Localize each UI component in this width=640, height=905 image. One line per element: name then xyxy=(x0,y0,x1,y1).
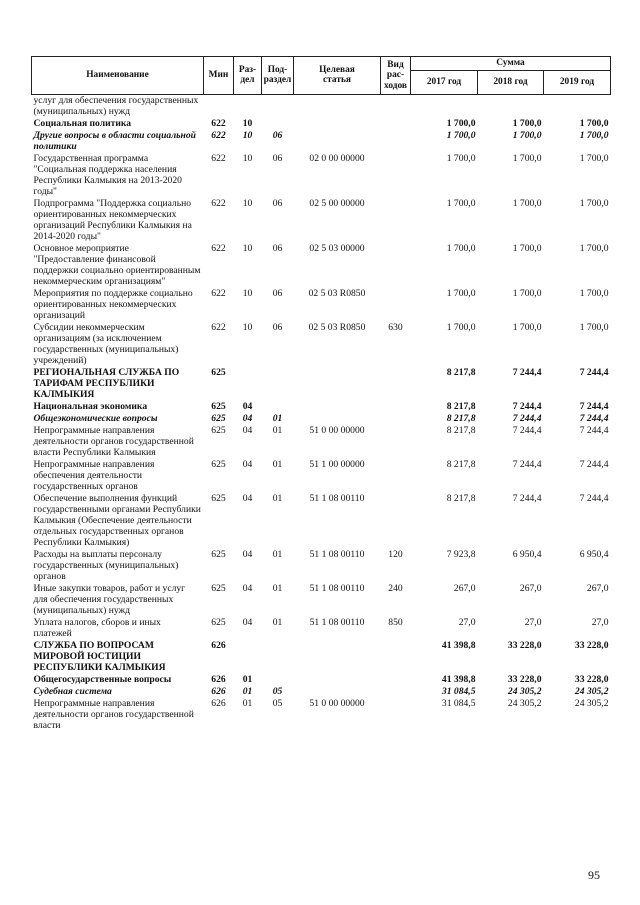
row-sum-2017-cell: 1 700,0 xyxy=(446,152,476,164)
row-sum-2017-cell: 1 700,0 xyxy=(446,321,476,333)
row-sum-2019-cell: 7 244,4 xyxy=(579,424,609,436)
row-celevaya-statya-cell: 51 1 08 00110 xyxy=(309,582,365,594)
row-podrazdel-cell: 06 xyxy=(272,287,283,299)
row-name-cell: Социальная политика xyxy=(33,117,132,129)
row-vid-rashodov-cell xyxy=(381,459,411,493)
row-min-cell: 622 xyxy=(211,129,226,141)
row-sum-2019-cell: 7 244,4 xyxy=(579,412,609,424)
row-celevaya-statya-cell: 02 5 03 R0850 xyxy=(308,287,366,299)
row-razdel-cell: 10 xyxy=(242,129,253,141)
row-sum-2018-cell: 7 244,4 xyxy=(512,424,542,436)
row-min-cell: 625 xyxy=(211,366,226,378)
row-razdel-cell: 01 xyxy=(242,685,253,697)
row-sum-2017-cell: 8 217,8 xyxy=(446,400,476,412)
row-celevaya-statya-cell: 02 5 00 00000 xyxy=(309,197,365,209)
header-razdel: Раз- дел xyxy=(234,57,262,95)
row-podrazdel-cell: 06 xyxy=(272,152,283,164)
row-razdel-cell: 10 xyxy=(242,117,253,129)
row-podrazdel-cell: 01 xyxy=(272,492,283,504)
row-sum-2019-cell: 7 244,4 xyxy=(579,458,609,470)
row-min-cell: 622 xyxy=(211,287,226,299)
row-celevaya-statya-cell: 02 5 03 00000 xyxy=(309,242,365,254)
table-row xyxy=(32,459,611,493)
row-sum-2017-cell: 8 217,8 xyxy=(446,458,476,470)
row-sum-2018-cell: 7 244,4 xyxy=(512,400,542,412)
row-name-cell: Основное мероприятие "Предоставление финансовой поддержки социально ориентированным некоммерческим организациям" xyxy=(33,242,201,287)
row-sum-2017-cell: 27,0 xyxy=(458,616,476,628)
row-name-cell: Национальная экономика xyxy=(33,400,148,412)
row-razdel-cell: 04 xyxy=(242,492,253,504)
row-sum-2018-cell: 1 700,0 xyxy=(512,287,542,299)
row-sum-2017-cell: 31 084,5 xyxy=(441,685,476,697)
row-sum-2019-cell: 7 244,4 xyxy=(579,400,609,412)
row-razdel-cell: 10 xyxy=(242,321,253,333)
row-min-cell: 625 xyxy=(211,548,226,560)
row-razdel-cell xyxy=(234,94,262,118)
row-sum-2017-cell: 1 700,0 xyxy=(446,197,476,209)
row-min-cell: 625 xyxy=(211,424,226,436)
row-sum-2018-cell: 1 700,0 xyxy=(512,129,542,141)
row-celevaya-statya-cell xyxy=(294,640,381,674)
row-vid-rashodov-cell xyxy=(381,288,411,322)
row-sum-2018-cell: 7 244,4 xyxy=(512,366,542,378)
row-celevaya-statya-cell xyxy=(294,674,381,686)
row-sum-2019-cell: 1 700,0 xyxy=(579,321,609,333)
header-celevaya-statya: Целевая статья xyxy=(294,57,381,95)
table-row xyxy=(32,698,611,732)
row-name-cell: Другие вопросы в области социальной политики xyxy=(33,129,196,152)
row-name-cell: Мероприятия по поддержке социально ориентированных некоммерческих организаций xyxy=(33,287,193,321)
row-celevaya-statya-cell: 51 0 00 00000 xyxy=(309,424,365,436)
row-podrazdel-cell: 01 xyxy=(272,458,283,470)
row-vid-rashodov-cell xyxy=(381,367,411,401)
row-podrazdel-cell: 05 xyxy=(272,697,283,709)
row-podrazdel-cell: 01 xyxy=(272,548,283,560)
row-celevaya-statya-cell xyxy=(294,94,381,118)
row-sum-2017-cell: 41 398,8 xyxy=(441,639,476,651)
row-sum-2017-cell: 1 700,0 xyxy=(446,287,476,299)
row-celevaya-statya-cell xyxy=(294,686,381,698)
row-sum-2017-cell: 31 084,5 xyxy=(441,697,476,709)
row-name-cell: Непрограммные направления деятельности органов государственной власти xyxy=(33,697,194,731)
row-name-cell: Непрограммные направления обеспечения деятельности государственных органов xyxy=(33,458,155,492)
row-sum-2019-cell: 1 700,0 xyxy=(579,152,609,164)
row-vid-rashodov-cell xyxy=(381,425,411,459)
row-sum-2019-cell: 1 700,0 xyxy=(579,117,609,129)
row-podrazdel-cell: 06 xyxy=(272,321,283,333)
row-sum-2019-cell: 267,0 xyxy=(586,582,609,594)
row-min-cell: 622 xyxy=(211,197,226,209)
row-min-cell: 622 xyxy=(211,321,226,333)
row-podrazdel-cell: 06 xyxy=(272,242,283,254)
row-name-cell: Государственная программа "Социальная поддержка населения Республики Калмыкия на 2013-2020 годы" xyxy=(33,152,182,197)
table-row xyxy=(32,686,611,698)
row-sum-2017-cell: 7 923,8 xyxy=(446,548,476,560)
row-razdel-cell: 04 xyxy=(242,412,253,424)
row-vid-rashodov-cell xyxy=(381,118,411,130)
row-vid-rashodov-cell xyxy=(381,686,411,698)
row-vid-rashodov-cell xyxy=(381,493,411,549)
row-celevaya-statya-cell xyxy=(294,130,381,153)
table-row xyxy=(32,425,611,459)
row-name-cell: РЕГИОНАЛЬНАЯ СЛУЖБА ПО ТАРИФАМ РЕСПУБЛИКИ КАЛМЫКИЯ xyxy=(33,366,180,400)
row-celevaya-statya-cell: 02 5 03 R0850 xyxy=(308,321,366,333)
row-vid-rashodov-cell: 850 xyxy=(388,616,403,628)
row-min-cell: 625 xyxy=(211,412,226,424)
budget-table xyxy=(31,56,611,732)
row-razdel-cell: 10 xyxy=(242,152,253,164)
row-sum-2019-cell: 1 700,0 xyxy=(579,197,609,209)
table-row xyxy=(32,413,611,425)
row-name-cell: Непрограммные направления деятельности органов государственной власти Республики Калмыкия xyxy=(33,424,194,458)
row-celevaya-statya-cell: 51 1 08 00110 xyxy=(309,548,365,560)
row-sum-2018-cell xyxy=(478,94,544,118)
row-podrazdel-cell: 01 xyxy=(272,616,283,628)
row-celevaya-statya-cell: 51 1 08 00110 xyxy=(309,492,365,504)
table-row xyxy=(32,118,611,130)
row-name-cell: Уплата налогов, сборов и иных платежей xyxy=(33,616,161,639)
row-celevaya-statya-cell: 02 0 00 00000 xyxy=(309,152,365,164)
table-row xyxy=(32,243,611,288)
row-vid-rashodov-cell xyxy=(381,640,411,674)
table-header xyxy=(32,57,611,95)
row-sum-2019-cell: 1 700,0 xyxy=(579,129,609,141)
row-podrazdel-cell xyxy=(262,118,294,130)
row-celevaya-statya-cell xyxy=(294,367,381,401)
row-sum-2018-cell: 24 305,2 xyxy=(507,697,542,709)
row-sum-2019-cell: 24 305,2 xyxy=(574,685,609,697)
row-podrazdel-cell: 01 xyxy=(272,424,283,436)
row-sum-2019-cell: 7 244,4 xyxy=(579,366,609,378)
row-vid-rashodov-cell xyxy=(381,401,411,413)
row-razdel-cell: 04 xyxy=(242,616,253,628)
row-sum-2018-cell: 267,0 xyxy=(519,582,542,594)
row-sum-2017-cell: 1 700,0 xyxy=(446,117,476,129)
row-podrazdel-cell xyxy=(262,367,294,401)
row-sum-2018-cell: 7 244,4 xyxy=(512,412,542,424)
row-podrazdel-cell: 01 xyxy=(272,582,283,594)
row-sum-2018-cell: 1 700,0 xyxy=(512,117,542,129)
row-vid-rashodov-cell xyxy=(381,198,411,243)
row-min-cell: 626 xyxy=(211,685,226,697)
header-year-2019: 2019 год xyxy=(544,70,611,94)
row-name-cell: услуг для обеспечения государственных (муниципальных) нужд xyxy=(33,94,199,117)
row-min-cell: 626 xyxy=(211,673,226,685)
row-name-cell: СЛУЖБА ПО ВОПРОСАМ МИРОВОЙ ЮСТИЦИИ РЕСПУБЛИКИ КАЛМЫКИЯ xyxy=(33,639,166,673)
row-razdel-cell: 10 xyxy=(242,242,253,254)
table-row xyxy=(32,198,611,243)
row-sum-2019-cell: 1 700,0 xyxy=(579,287,609,299)
table-row xyxy=(32,493,611,549)
row-razdel-cell: 04 xyxy=(242,424,253,436)
row-celevaya-statya-cell xyxy=(294,413,381,425)
header-podrazdel: Под- раздел xyxy=(262,57,294,95)
row-sum-2017-cell: 8 217,8 xyxy=(446,424,476,436)
row-name-cell: Расходы на выплаты персоналу государственных (муниципальных) органов xyxy=(33,548,179,582)
row-name-cell: Общеэкономические вопросы xyxy=(33,412,158,424)
table-row xyxy=(32,94,611,118)
row-sum-2017-cell: 267,0 xyxy=(453,582,476,594)
table-row xyxy=(32,583,611,617)
row-vid-rashodov-cell xyxy=(381,243,411,288)
row-sum-2019-cell: 33 228,0 xyxy=(574,673,609,685)
row-sum-2019-cell xyxy=(544,94,611,118)
row-sum-2017-cell: 1 700,0 xyxy=(446,242,476,254)
table-row xyxy=(32,288,611,322)
table-row xyxy=(32,549,611,583)
row-podrazdel-cell xyxy=(262,401,294,413)
row-podrazdel-cell: 06 xyxy=(272,129,283,141)
row-vid-rashodov-cell xyxy=(381,94,411,118)
row-podrazdel-cell xyxy=(262,94,294,118)
row-razdel-cell xyxy=(234,367,262,401)
row-vid-rashodov-cell xyxy=(381,698,411,732)
row-sum-2018-cell: 24 305,2 xyxy=(507,685,542,697)
row-min-cell: 625 xyxy=(211,582,226,594)
header-year-2017: 2017 год xyxy=(411,70,478,94)
row-min-cell: 625 xyxy=(211,616,226,628)
table-row xyxy=(32,401,611,413)
row-sum-2018-cell: 6 950,4 xyxy=(512,548,542,560)
row-sum-2019-cell: 1 700,0 xyxy=(579,242,609,254)
row-celevaya-statya-cell xyxy=(294,401,381,413)
row-sum-2018-cell: 33 228,0 xyxy=(507,673,542,685)
row-sum-2018-cell: 1 700,0 xyxy=(512,152,542,164)
table-row xyxy=(32,130,611,153)
row-sum-2017-cell: 8 217,8 xyxy=(446,492,476,504)
row-min-cell: 626 xyxy=(211,697,226,709)
row-sum-2018-cell: 27,0 xyxy=(524,616,542,628)
row-vid-rashodov-cell xyxy=(381,674,411,686)
row-celevaya-statya-cell: 51 1 08 00110 xyxy=(309,616,365,628)
page-number: 95 xyxy=(588,868,600,882)
table-row xyxy=(32,617,611,640)
row-sum-2019-cell: 24 305,2 xyxy=(574,697,609,709)
row-razdel-cell: 01 xyxy=(242,673,253,685)
row-name-cell: Иные закупки товаров, работ и услуг для обеспечения государственных (муниципальных) нужд xyxy=(33,582,186,616)
row-name-cell: Субсидии некоммерческим организациям (за исключением государственных (муниципальных) учреждений) xyxy=(33,321,179,366)
row-sum-2018-cell: 7 244,4 xyxy=(512,492,542,504)
table-row xyxy=(32,322,611,367)
table-row xyxy=(32,674,611,686)
row-razdel-cell xyxy=(234,640,262,674)
row-sum-2017-cell: 8 217,8 xyxy=(446,366,476,378)
row-sum-2018-cell: 33 228,0 xyxy=(507,639,542,651)
row-razdel-cell: 10 xyxy=(242,197,253,209)
row-name-cell: Подпрограмма "Поддержка социально ориентированных некоммерческих организаций Республики Калмыкия на 2014-2020 годы" xyxy=(33,197,192,242)
row-min-cell: 622 xyxy=(211,117,226,129)
row-min-cell: 625 xyxy=(211,400,226,412)
table-row xyxy=(32,367,611,401)
row-sum-2019-cell: 6 950,4 xyxy=(579,548,609,560)
row-min-cell xyxy=(204,94,234,118)
table-row xyxy=(32,153,611,198)
row-min-cell: 626 xyxy=(211,639,226,651)
table-row xyxy=(32,640,611,674)
row-sum-2018-cell: 1 700,0 xyxy=(512,197,542,209)
row-celevaya-statya-cell: 51 0 00 00000 xyxy=(309,697,365,709)
row-sum-2017-cell: 1 700,0 xyxy=(446,129,476,141)
header-summa: Сумма xyxy=(411,57,611,71)
row-min-cell: 622 xyxy=(211,152,226,164)
row-podrazdel-cell: 05 xyxy=(272,685,283,697)
row-vid-rashodov-cell: 630 xyxy=(388,321,403,333)
row-podrazdel-cell: 06 xyxy=(272,197,283,209)
row-name-cell: Общегосударственные вопросы xyxy=(33,673,172,685)
row-min-cell: 622 xyxy=(211,242,226,254)
row-celevaya-statya-cell xyxy=(294,118,381,130)
row-min-cell: 625 xyxy=(211,492,226,504)
row-razdel-cell: 04 xyxy=(242,458,253,470)
row-min-cell: 625 xyxy=(211,458,226,470)
row-razdel-cell: 04 xyxy=(242,400,253,412)
row-razdel-cell: 04 xyxy=(242,548,253,560)
row-sum-2019-cell: 7 244,4 xyxy=(579,492,609,504)
row-name-cell: Судебная система xyxy=(33,685,112,697)
header-vid-rashodov: Вид рас- ходов xyxy=(381,57,411,95)
row-podrazdel-cell: 01 xyxy=(272,412,283,424)
row-vid-rashodov-cell xyxy=(381,153,411,198)
row-sum-2019-cell: 27,0 xyxy=(591,616,609,628)
row-vid-rashodov-cell: 240 xyxy=(388,582,403,594)
row-sum-2018-cell: 7 244,4 xyxy=(512,458,542,470)
header-name: Наименование xyxy=(32,57,204,95)
row-sum-2017-cell: 8 217,8 xyxy=(446,412,476,424)
row-razdel-cell: 10 xyxy=(242,287,253,299)
row-vid-rashodov-cell xyxy=(381,413,411,425)
row-vid-rashodov-cell xyxy=(381,130,411,153)
header-year-2018: 2018 год xyxy=(478,70,544,94)
row-sum-2017-cell: 41 398,8 xyxy=(441,673,476,685)
row-sum-2017-cell xyxy=(411,94,478,118)
table-body xyxy=(32,94,611,732)
row-sum-2018-cell: 1 700,0 xyxy=(512,321,542,333)
row-sum-2019-cell: 33 228,0 xyxy=(574,639,609,651)
row-podrazdel-cell xyxy=(262,674,294,686)
row-name-cell: Обеспечение выполнения функций государственными органами Республики Калмыкия (Обеспечение деятельности отдельных государственных органов Республики Калмыкия) xyxy=(33,492,201,548)
row-razdel-cell: 01 xyxy=(242,697,253,709)
row-celevaya-statya-cell: 51 1 00 00000 xyxy=(309,458,365,470)
row-podrazdel-cell xyxy=(262,640,294,674)
row-vid-rashodov-cell: 120 xyxy=(388,548,403,560)
row-razdel-cell: 04 xyxy=(242,582,253,594)
row-sum-2018-cell: 1 700,0 xyxy=(512,242,542,254)
header-min: Мин xyxy=(204,57,234,95)
